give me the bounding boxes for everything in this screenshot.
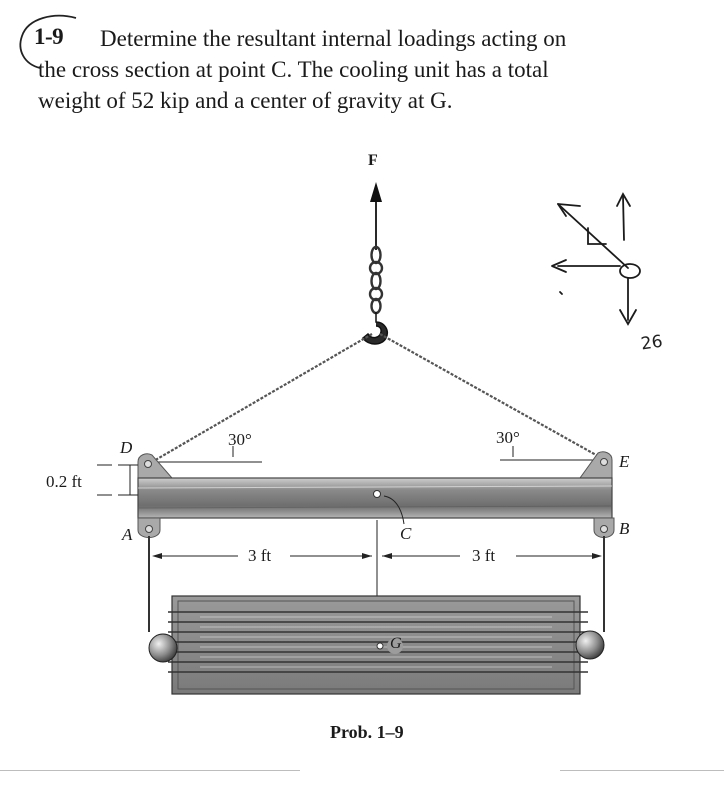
statement-line-1: Determine the resultant internal loadings acting on <box>100 26 567 51</box>
chain <box>370 247 382 313</box>
handwritten-sketch <box>552 194 640 324</box>
label-c: C <box>400 524 412 543</box>
label-angle-right: 30° <box>496 428 520 447</box>
figure <box>0 140 724 760</box>
label-b: B <box>619 519 630 538</box>
bottom-rule-right <box>560 770 724 771</box>
statement-line-2-text: the cross section at point C. The cooling unit has a total <box>38 57 549 82</box>
label-g: G <box>390 635 402 652</box>
hook <box>363 312 387 344</box>
ball-right <box>576 631 604 659</box>
label-dim-right: 3 ft <box>472 546 496 565</box>
point-c-marker <box>374 491 381 498</box>
bottom-rule-left <box>0 770 300 771</box>
figure-caption: Prob. 1–9 <box>330 722 404 742</box>
lug-e <box>580 452 612 478</box>
point-g-marker <box>377 643 383 649</box>
label-d: D <box>120 438 133 457</box>
problem-statement <box>0 0 724 130</box>
label-angle-left: 30° <box>228 430 252 449</box>
handwritten-note: 26 <box>639 331 664 355</box>
force-arrow-f <box>370 182 382 250</box>
dimension-height <box>97 465 138 495</box>
lug-d <box>138 454 172 478</box>
statement-line-3: weight of 52 kip and a center of gravity at G. <box>38 88 453 113</box>
ball-left <box>149 634 177 662</box>
problem-number: 1-9 <box>34 24 64 49</box>
beam <box>138 478 612 518</box>
label-f: F <box>368 152 378 169</box>
label-dim-left: 3 ft <box>248 546 272 565</box>
label-dim-height: 0.2 ft <box>46 472 82 491</box>
figure-drawing <box>0 140 724 760</box>
label-a: A <box>122 525 133 544</box>
statement-line-2 <box>38 57 549 83</box>
label-e: E <box>619 452 630 471</box>
cable-right <box>380 334 605 460</box>
cable-left <box>152 334 372 462</box>
